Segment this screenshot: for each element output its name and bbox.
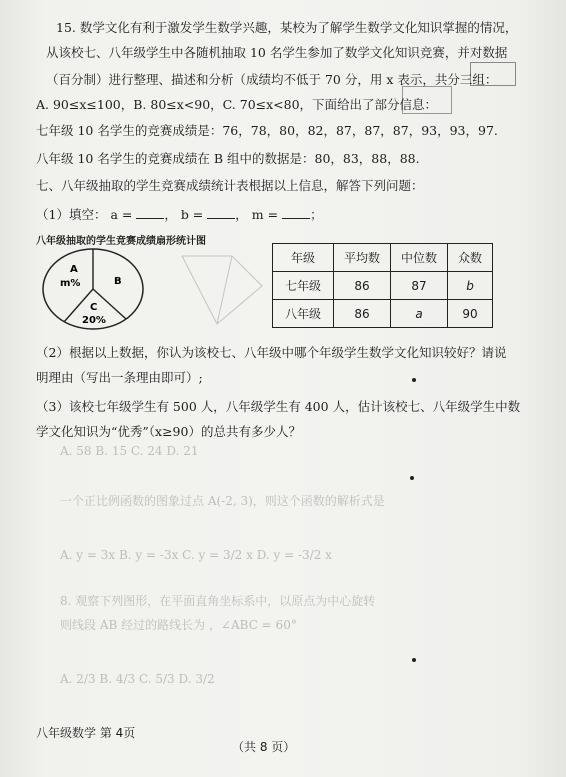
bleed-through-text: 则线段 AB 经过的路线长为 ，∠ABC = 60° [60,618,297,632]
question-line: 七年级 10 名学生的竞赛成绩是：76，78，80，82，87，87，87，93，93，97. [36,123,498,138]
bleed-through-text: 一个正比例函数的图象过点 A(-2, 3)，则这个函数的解析式是 [60,494,385,508]
table-cell: 86 [334,272,391,300]
slice-c-label: C [90,302,98,313]
question-line: A. 90≤x≤100，B. 80≤x<90，C. 70≤x<80，下面给出了部分信息： [36,97,438,112]
fill-b-label: b = [180,207,204,222]
question-line: 从该校七、八年级学生中各随机抽取 10 名学生参加了数学文化知识竞赛，并对数据 [46,45,508,60]
answer-blank-b[interactable] [207,206,235,219]
question-line: 15. 数学文化有利于激发学生数学兴趣，某校为了解学生数学文化知识掌握的情况， [56,20,518,35]
separator: ； [310,207,323,222]
table-cell: 八年级 [273,300,334,328]
pie-chart-title: 八年级抽取的学生竞赛成绩扇形统计图 [36,236,206,247]
ink-speck [410,476,414,480]
slice-a-percent: m% [60,278,81,289]
table-cell: 七年级 [273,272,334,300]
table-header: 众数 [448,244,493,272]
fill-prefix: （1）填空： [36,207,107,222]
question-line: （百分制）进行整理、描述和分析（成绩均不低于 70 分，用 x 表示，共分三组： [46,72,498,87]
question-line: 八年级 10 名学生的竞赛成绩在 B 组中的数据是：80，83，88，88. [36,151,420,166]
question-line: （3）该校七年级学生有 500 人，八年级学生有 400 人，估计该校七、八年级学生中数 [36,399,521,414]
ink-speck [412,378,416,382]
question-line: 七、八年级抽取的学生竞赛成绩统计表根据以上信息，解答下列问题： [36,178,424,193]
table-row [273,300,493,328]
pie-chart [38,244,168,334]
bleed-through-text: A. 58 B. 15 C. 24 D. 21 [60,444,199,458]
question-line: （2）根据以上数据，你认为该校七、八年级中哪个年级学生数学文化知识较好？请说 [36,345,507,360]
bleed-through-text: A. 2/3 B. 4/3 C. 5/3 D. 3/2 [60,672,215,686]
ink-speck [412,658,416,662]
stats-table [272,243,493,328]
question-line: 学文化知识为“优秀”（x≥90）的总共有多少人？ [36,424,301,439]
slice-b-label: B [114,276,122,287]
slice-c-percent: 20% [82,315,106,326]
page-footer-left: 八年级数学 第 4页 [36,726,136,740]
fill-in-line [36,206,323,223]
table-header: 年级 [273,244,334,272]
answer-blank-m[interactable] [282,206,310,219]
table-cell: 86 [334,300,391,328]
question-line: 明理由（写出一条理由即可）; [36,370,203,385]
fill-a-label: a = [110,207,133,222]
table-header: 中位数 [391,244,448,272]
table-cell: 87 [391,272,448,300]
bleed-through-text: A. y = 3x B. y = -3x C. y = 3/2 x D. y = -3/2 x [60,548,332,562]
separator: ， [235,207,248,222]
bleed-through-text: 8. 观察下列图形，在平面直角坐标系中，以原点为中心旋转 [60,594,376,608]
fill-m-label: m = [251,207,279,222]
table-row [273,272,493,300]
table-header-row [273,244,493,272]
separator: ， [164,207,177,222]
table-cell: a [391,300,448,328]
table-cell: b [448,272,493,300]
table-header: 平均数 [334,244,391,272]
page-footer-center: （共 8 页） [232,740,296,754]
table-cell: 90 [448,300,493,328]
bleed-through-figure [172,246,268,330]
answer-blank-a[interactable] [136,206,164,219]
slice-a-label: A [70,264,78,275]
